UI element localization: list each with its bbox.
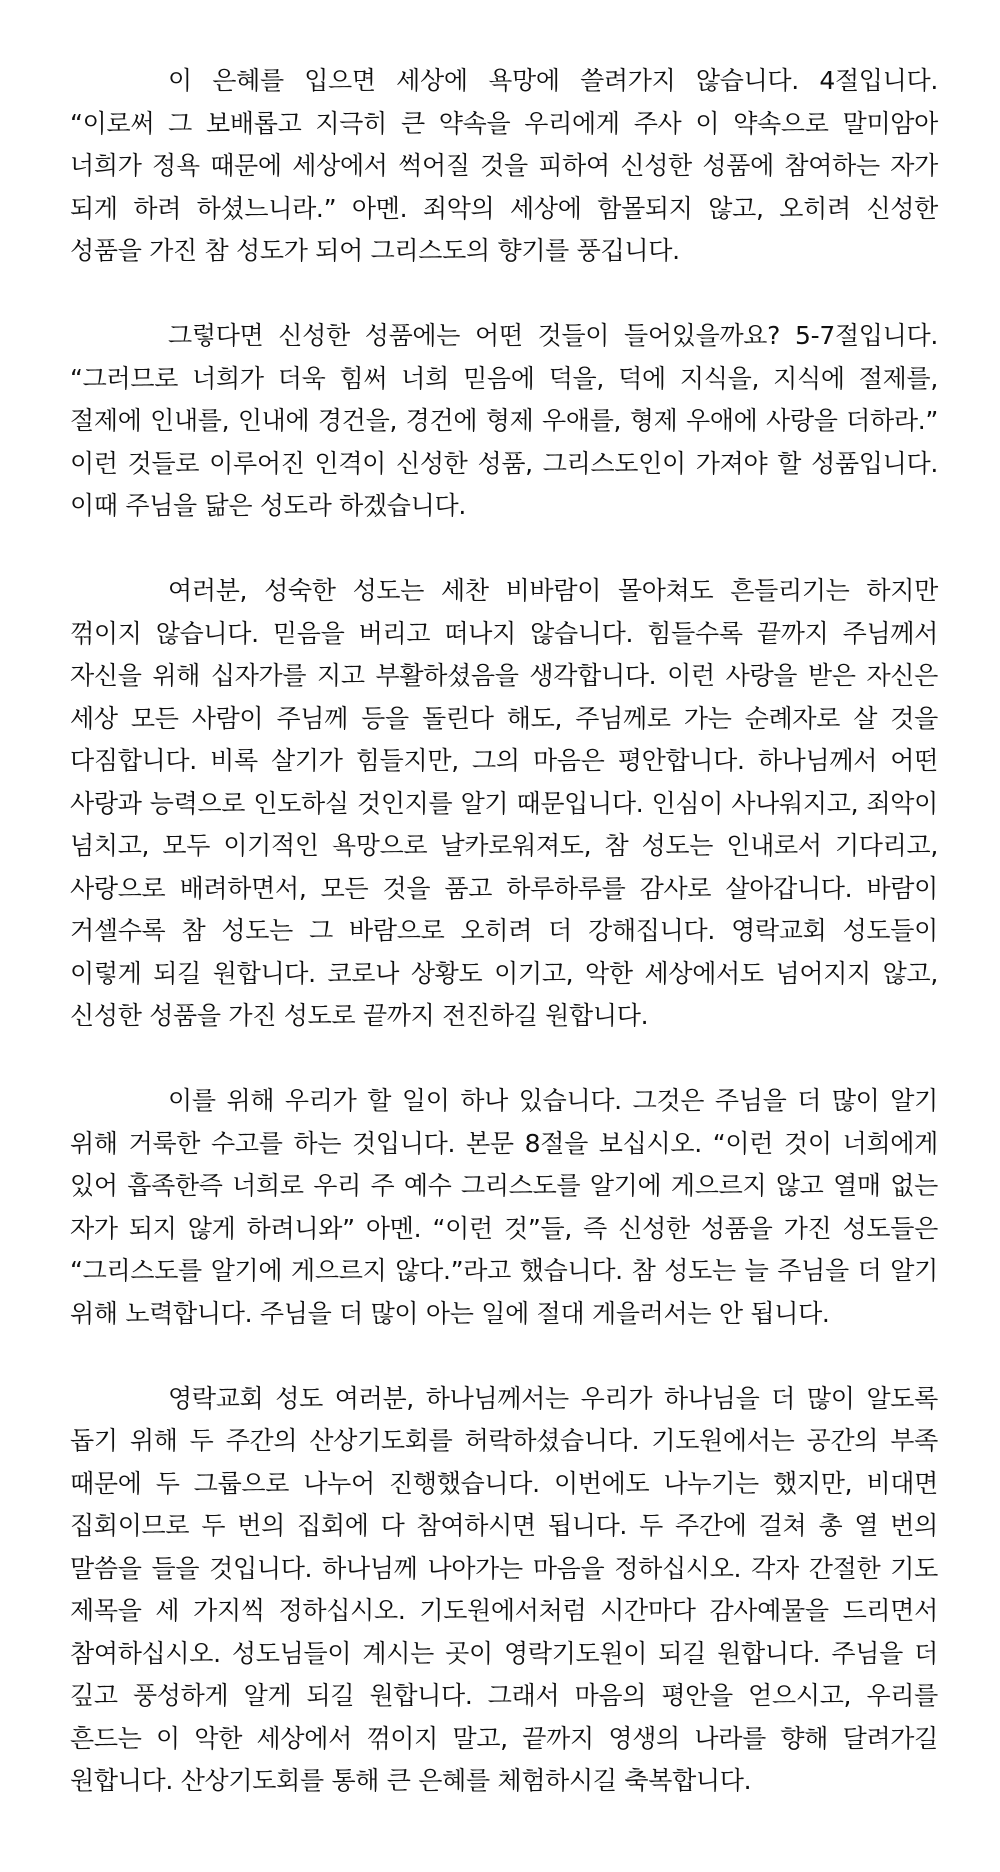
paragraph-2: 그렇다면 신성한 성품에는 어떤 것들이 들어있을까요? 5-7절입니다. “그러므로 너희가 더욱 힘써 너희 믿음에 덕을, 덕에 지식을, 지식에 절제를, 절제에 인내를, 인내에 경건을, 경건에 형제 우애를, 형제 우애에 사랑을 더하라.” 이런 것들로 이루어진 인격이 신성한 성품, 그리스도인이 가져야 할 성품입니다. 이때 주님을 닮은 성도라 하겠습니다. bbox=[70, 321, 938, 520]
paragraph-5: 영락교회 성도 여러분, 하나님께서는 우리가 하나님을 더 많이 알도록 돕기 위해 두 주간의 산상기도회를 허락하셨습니다. 기도원에서는 공간의 부족 때문에 두 그룹으로 나누어 진행했습니다. 이번에도 나누기는 했지만, 비대면 집회이므로 두 번의 집회에 다 참여하시면 됩니다. 두 주간에 걸쳐 총 열 번의 말씀을 들을 것입니다. 하나님께 나아가는 마음을 정하십시오. 각자 간절한 기도 제목을 세 가지씩 정하십시오. 기도원에서처럼 시간마다 감사예물을 드리면서 참여하십시오. 성도님들이 계시는 곳이 영락기도원이 되길 원합니다. 주님을 더 깊고 풍성하게 알게 되길 원합니다. 그래서 마음의 평안을 얻으시고, 우리를 흔드는 이 악한 세상에서 꺾이지 말고, 끝까지 영생의 나라를 향해 달려가길 원합니다. 산상기도회를 통해 큰 은혜를 체험하시길 축복합니다. bbox=[70, 1383, 938, 1795]
paragraph-1: 이 은혜를 입으면 세상에 욕망에 쓸려가지 않습니다. 4절입니다. “이로써 그 보배롭고 지극히 큰 약속을 우리에게 주사 이 약속으로 말미암아 너희가 정욕 때문에 세상에서 썩어질 것을 피하여 신성한 성품에 참여하는 자가 되게 하려 하셨느니라.” 아멘. 죄악의 세상에 함몰되지 않고, 오히려 신성한 성품을 가진 참 성도가 되어 그리스도의 향기를 풍깁니다. bbox=[70, 66, 938, 265]
document-page bbox=[70, 60, 938, 1803]
paragraph-3: 여러분, 성숙한 성도는 세찬 비바람이 몰아쳐도 흔들리기는 하지만 꺾이지 않습니다. 믿음을 버리고 떠나지 않습니다. 힘들수록 끝까지 주님께서 자신을 위해 십자가를 지고 부활하셨음을 생각합니다. 이런 사랑을 받은 자신은 세상 모든 사람이 주님께 등을 돌린다 해도, 주님께로 가는 순례자로 살 것을 다짐합니다. 비록 살기가 힘들지만, 그의 마음은 평안합니다. 하나님께서 어떤 사랑과 능력으로 인도하실 것인지를 알기 때문입니다. 인심이 사나워지고, 죄악이 넘치고, 모두 이기적인 욕망으로 날카로워져도, 참 성도는 인내로서 기다리고, 사랑으로 배려하면서, 모든 것을 품고 하루하루를 감사로 살아갑니다. 바람이 거셀수록 참 성도는 그 바람으로 오히려 더 강해집니다. 영락교회 성도들이 이렇게 되길 원합니다. 코로나 상황도 이기고, 악한 세상에서도 넘어지지 않고, 신성한 성품을 가진 성도로 끝까지 전진하길 원합니다. bbox=[70, 576, 938, 1030]
paragraph-4: 이를 위해 우리가 할 일이 하나 있습니다. 그것은 주님을 더 많이 알기 위해 거룩한 수고를 하는 것입니다. 본문 8절을 보십시오. “이런 것이 너희에게 있어 흡족한즉 너희로 우리 주 예수 그리스도를 알기에 게으르지 않고 열매 없는 자가 되지 않게 하려니와” 아멘. “이런 것”들, 즉 신성한 성품을 가진 성도들은 “그리스도를 알기에 게으르지 않다.”라고 했습니다. 참 성도는 늘 주님을 더 알기 위해 노력합니다. 주님을 더 많이 아는 일에 절대 게을러서는 안 됩니다. bbox=[70, 1086, 938, 1328]
